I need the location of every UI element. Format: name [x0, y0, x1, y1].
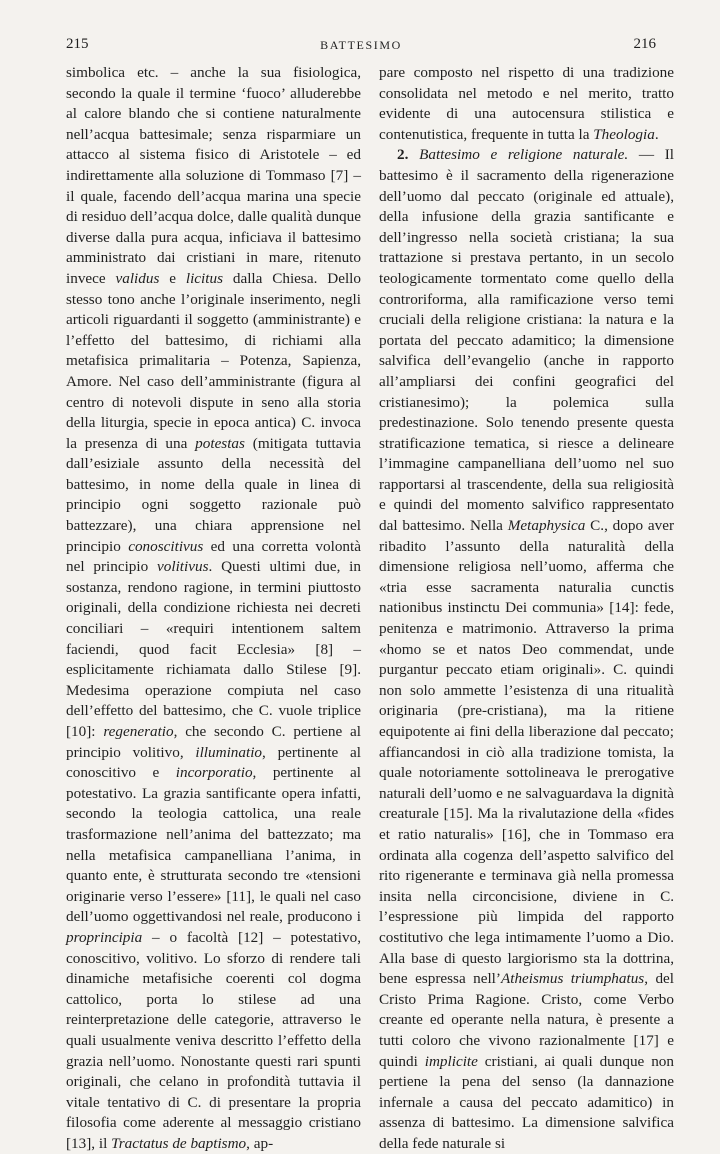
text-run: C., dopo aver ribadito l’assunto della naturalità della dimensione religiosa nell’uomo, afferma che «tria esse sacramenta naturalia cunctis nationibus instinctu Dei communia» [14]: fede, penitenza e matrimonio. Attraverso la prima «homo se et natos Deo commendat, unde purgantur peccato etiam originali». C. quindi non solo ammette l’esistenza di una ritualità originaria (pre-cristiana), ma la ritiene equipotente ai fini della liberazione dal peccato; affiancandosi in ciò alla tradizione tomista, la quale notoriamente sottolineava le prerogative naturali dell’uomo e ne salvaguardava la dignità creaturale [15]. Ma la rivalutazione della «fides et ratio naturalis» [16], che in Tommaso era ordinata alla cogenza dell’aspetto salvifico del rito rigenerante e terminava già nella promessa insita nella circoncisione, diviene in C. l’espressione più limpida del rapporto costitutivo che lega intimamente l’uomo a Dio. Alla base di questo largiorismo sta la dottrina, bene espressa nell’ [379, 517, 675, 988]
text-run: dalla Chiesa. Dello stesso tono anche l’originale inserimento, negli articoli riguardanti il soggetto (amministrante) e l’effetto del battesimo, di richiami alla metafisica primalitaria – Potenza, Sapienza, Amore. Nel caso dell’amministrante (figura al centro di notevoli dispute in seno alla storia della liturgia, specie in epoca antica) C. invoca la presenza di una [66, 269, 361, 452]
italic-run: Battesimo e religione naturale. [419, 146, 629, 164]
page-number-left: 215 [66, 36, 89, 52]
italic-run: Metaphysica [507, 517, 586, 535]
page-header [66, 36, 656, 56]
italic-run: Tractatus de baptismo [111, 1134, 247, 1152]
text-run [408, 146, 419, 163]
italic-run: incorporatio [175, 764, 253, 782]
italic-run: regeneratio [103, 723, 174, 740]
italic-run: implicite [424, 1052, 478, 1070]
page-number-right: 216 [633, 36, 656, 52]
italic-run: Theologia [593, 125, 655, 143]
text-run: , pertinente al potestativo. La grazia santificante opera infatti, secondo la teologia cattolica, una reale trasformazione nell’anima del battezzato; ma nella metafisica campanelliana l’anima, in quanto ente, è strutturata secondo tre «tensioni originarie verso l’essere» [11], le quali nel caso dell’uomo oggettivandosi nel reale, producono i [66, 764, 362, 926]
left-paragraph-1 [66, 63, 361, 1154]
right-column [379, 63, 675, 1152]
text-run: ed una corretta volontà nel principio [66, 537, 361, 576]
section-number: 2. [397, 146, 409, 164]
running-title: BATTESIMO [320, 38, 402, 52]
italic-run: licitus [185, 269, 223, 287]
text-run: , pertinente al conoscitivo e [66, 743, 361, 782]
italic-run: conoscitivus [128, 537, 204, 555]
italic-run: Atheismus triumphatus [500, 970, 645, 988]
italic-run: proprincipia [66, 928, 143, 946]
text-run: e [159, 269, 186, 287]
italic-run: volitivus [157, 558, 209, 576]
text-run: — Il battesimo è il sacramento della rigenerazione dell’uomo dal peccato (originale ed attuale), della infusione della grazia santificante e dell’ingresso nella società cristiana; la sua trattazione si prestava pertanto, in un secolo teologicamente tormentato come quello della controriforma, alla ramificazione verso temi cruciali della religione cristiana: la natura e la portata del peccato adamitico; la dimensione salvifica dell’evangelio (anche in rapporto all’ampliarsi dei confini geografici del cristianesimo); la polemica sulla predestinazione. Solo tenendo presente questa stratificazione tematica, si riesce a delineare l’immagine campanelliana dell’uomo nel suo rapportarsi al trascendente, della sua religiosità e quindi del momento salvifico rappresentato dal battesimo. Nella [379, 146, 674, 535]
text-run: , del Cristo Prima Ragione. Cristo, come Verbo creante ed operante nella natura, è presente a tutti coloro che vivono razionalmente [17] e quindi [379, 970, 675, 1070]
text-run: . [654, 125, 659, 143]
text-run: cristiani, ai quali dunque non pertiene la pena del senso (la dannazione infernale a causa del peccato adamitico) in assenza di battesimo. La dimensione salvifica della fede naturale si [379, 1052, 674, 1152]
text-run: , che secondo C. pertiene al principio volitivo, [66, 723, 361, 761]
text-run: pare composto nel rispetto di una tradizione consolidata nel metodo e nel merito, tratto evidente di una autocensura stilistica e contenutistica, frequente in tutta la [379, 64, 674, 143]
left-column [66, 63, 362, 1152]
text-run: . Questi ultimi due, in sostanza, rendono ragione, in termini piuttosto originali, della condizione richiesta nei decreti conciliari – «requiri intentionem saltem faciendi, quod facit Ecclesia» [8] – esplicitamente richiamata dallo Stilese [9]. Medesima operazione compiuta nel caso dell’effetto del battesimo, che C. vuole triplice [10]: [66, 558, 361, 740]
italic-run: illuminatio [195, 743, 263, 761]
right-paragraph-1 [379, 63, 674, 145]
italic-run: potestas [195, 434, 245, 452]
text-run: simbolica etc. – anche la sua fisiologica, secondo la quale il termine ‘fuoco’ alluderebbe al calore blando che si contiene naturalmente nell’acqua battesimale; senza risparmiare un attacco al sistema fisico di Aristotele – ed indirettamente alla soluzione di Tommaso [7] – il quale, facendo dell’acqua marina una specie di residuo dell’acqua dolce, dalle qualità dunque diverse dalla pura acqua, inficiava il battesimo amministrato dai cristiani in mare, ritenuto invece [66, 64, 361, 287]
text-run: , ap- [246, 1134, 274, 1152]
right-paragraph-2 [379, 145, 674, 1154]
italic-run: validus [115, 269, 160, 287]
text-run: (mitigata tuttavia dall’esiziale assunto della necessità del battesimo, in nome della quale in linea di principio ogni soggetto razionale può battezzare), una chiara apprensione nel principio [66, 434, 361, 555]
text-run: – o facoltà [12] – potestativo, conoscitivo, volitivo. Lo sforzo di rendere tali dinamiche metafisiche coerenti col dogma cattolico, porta lo stilese ad una reinterpretazione delle categorie, attraverso le quali usualmente veniva descritto l’effetto della grazia nell’uomo. Nonostante questi rari spunti originali, che celano in profondità tuttavia il vitale tentativo di C. di presentare la propria filosofia come aderente al messaggio cristiano [13], il [66, 928, 361, 1152]
